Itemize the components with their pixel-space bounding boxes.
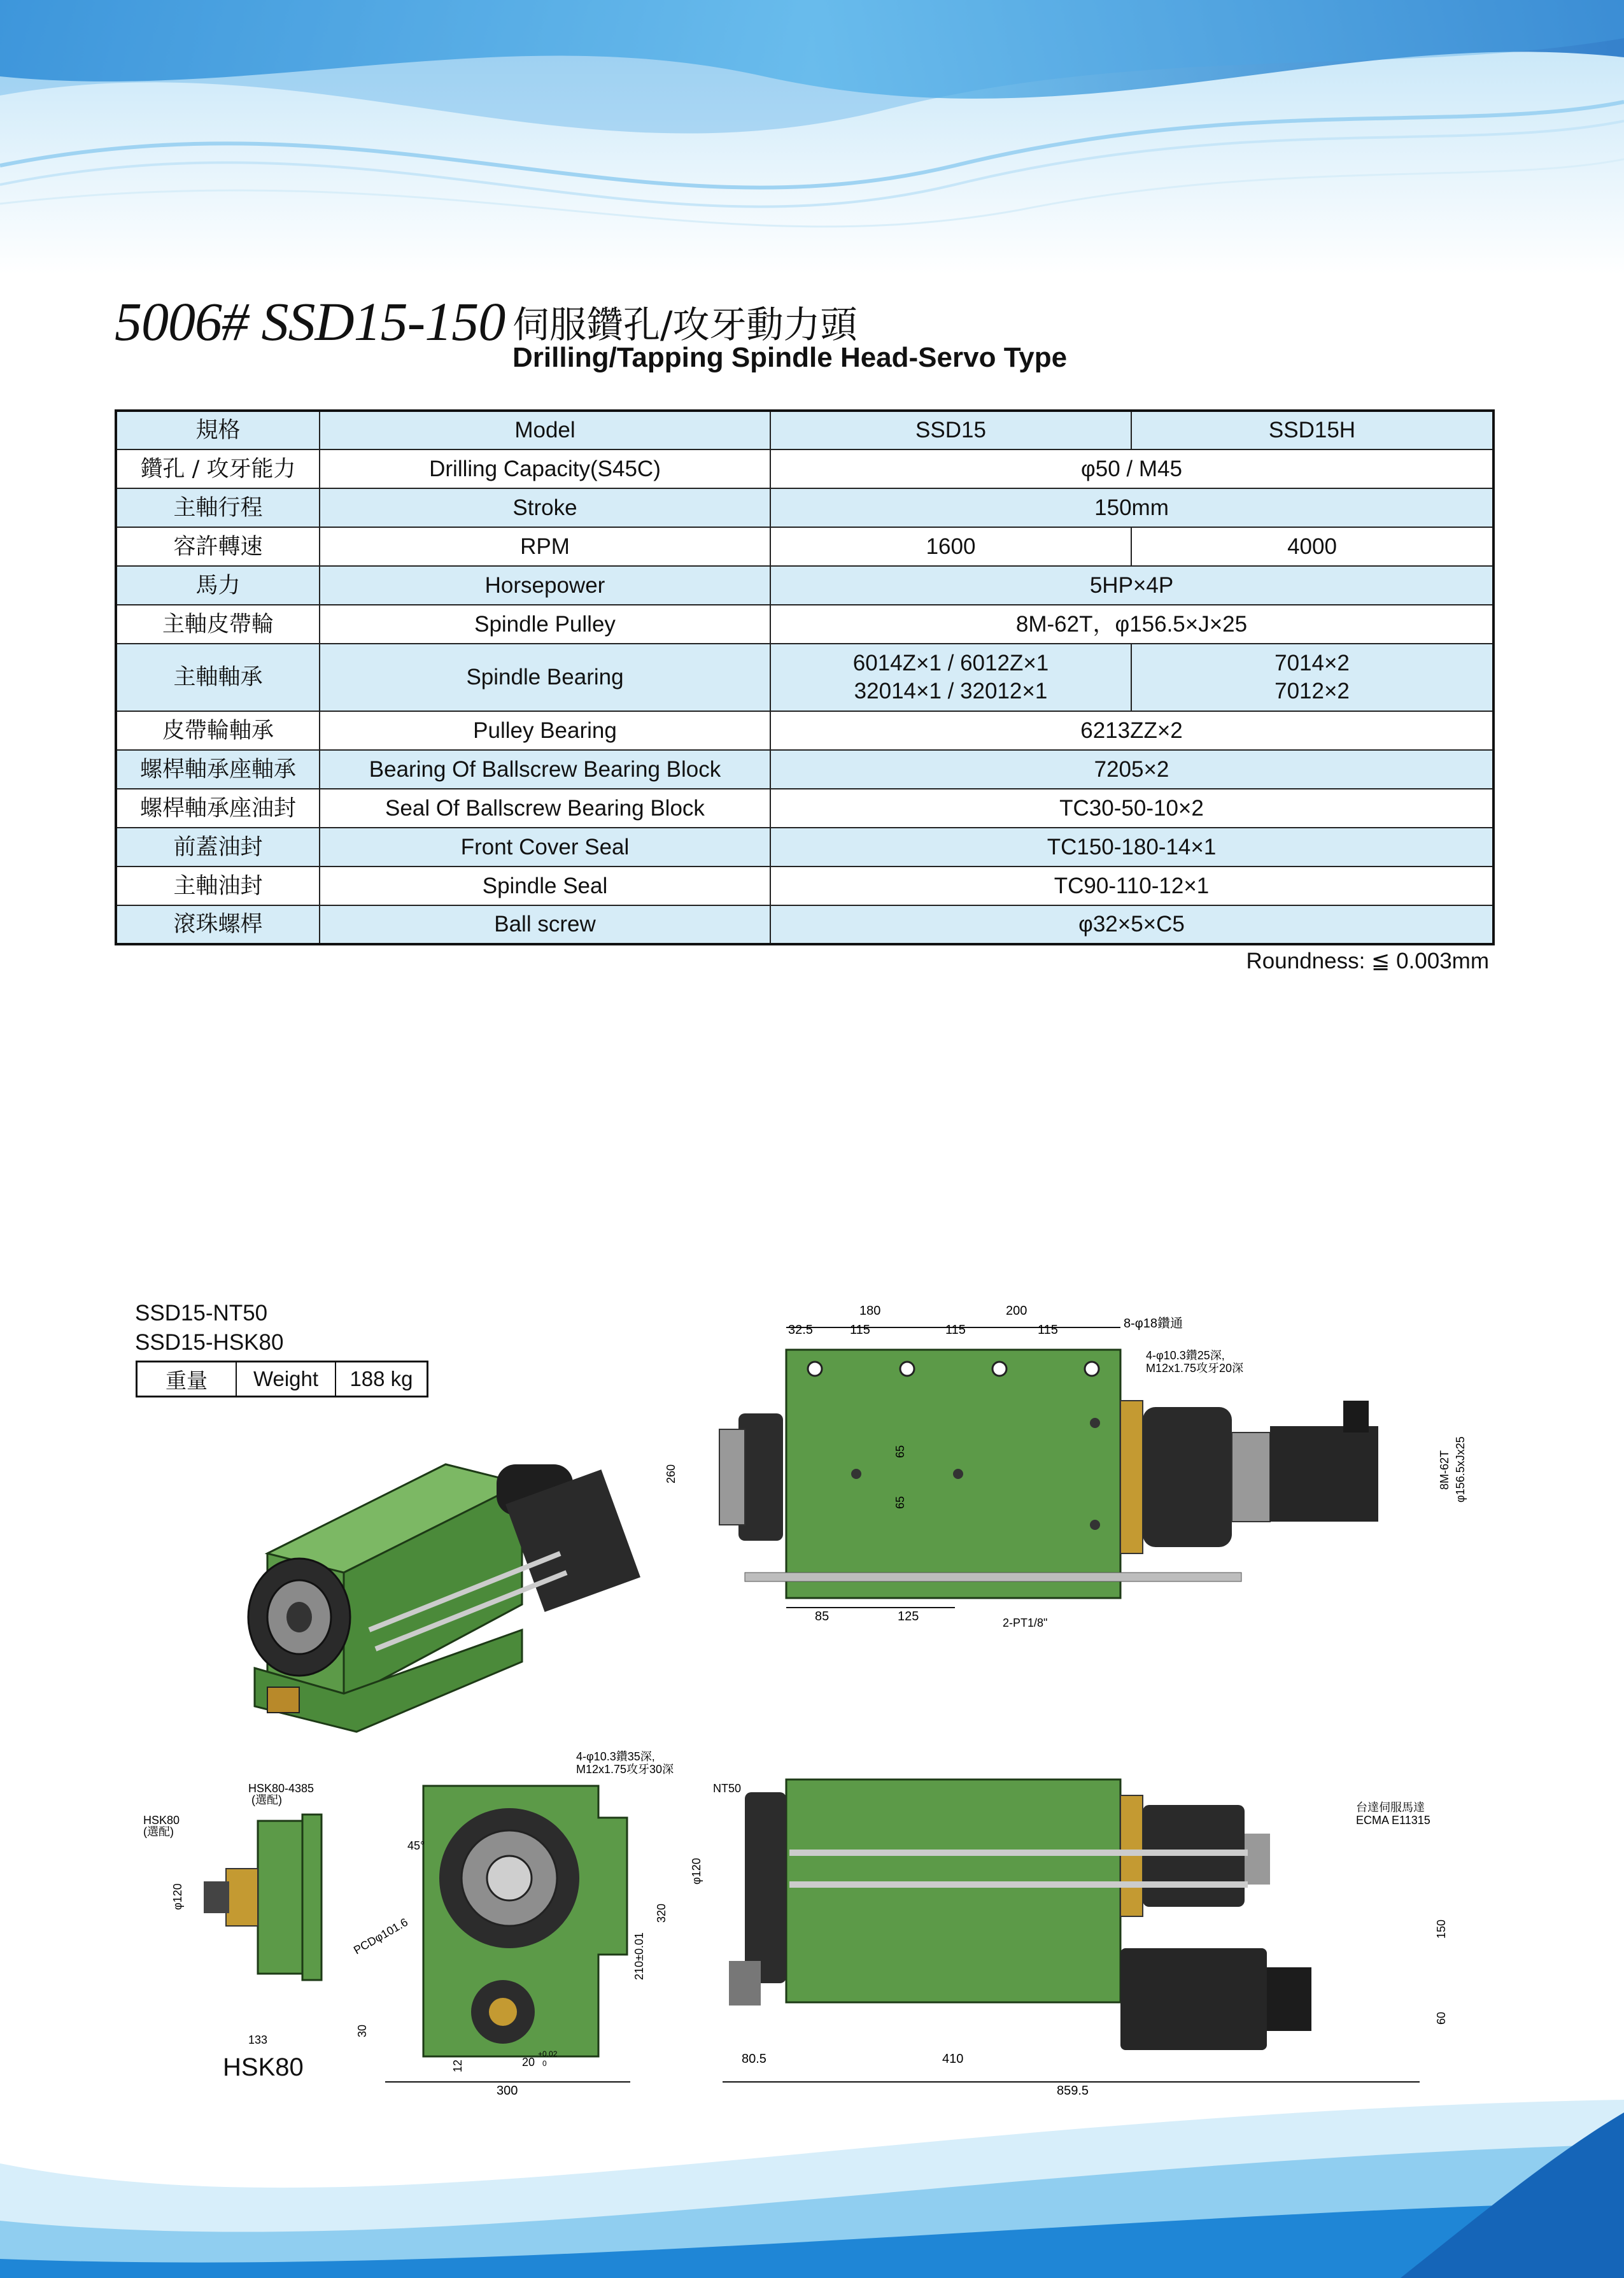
table-header-row xyxy=(116,411,1493,449)
variant-nt50: SSD15-NT50 xyxy=(135,1301,268,1326)
bearing-line-2: 32014×1 / 32012×1 xyxy=(854,679,1048,704)
top-view xyxy=(665,1304,1467,1629)
dim-20: 20 xyxy=(522,2056,535,2069)
variant-hsk80: SSD15-HSK80 xyxy=(135,1330,284,1355)
table-row xyxy=(116,566,1493,605)
header-cell-spec: 規格 xyxy=(116,411,320,449)
row-label-zh: 滾珠螺桿 xyxy=(116,905,320,944)
row-label-zh: 馬力 xyxy=(116,566,320,605)
dim-tol-zero: 0 xyxy=(542,2059,547,2068)
hsk-view xyxy=(143,1782,321,2046)
row-value: φ50 / M45 xyxy=(770,449,1493,488)
row-label-zh: 主軸油封 xyxy=(116,867,320,905)
dim-150: 150 xyxy=(1435,1919,1448,1939)
row-value: TC90-110-12×1 xyxy=(770,867,1493,905)
row-label-en: Pulley Bearing xyxy=(320,711,770,750)
table-row xyxy=(116,644,1493,711)
dim-133: 133 xyxy=(248,2034,268,2046)
row-label-en: Horsepower xyxy=(320,566,770,605)
row-value: TC150-180-14×1 xyxy=(770,828,1493,867)
row-value: 6213ZZ×2 xyxy=(770,711,1493,750)
row-label-en: Drilling Capacity(S45C) xyxy=(320,449,770,488)
row-label-zh: 螺桿軸承座軸承 xyxy=(116,750,320,789)
note-8-holes: 8-φ18鑽通 xyxy=(1124,1317,1183,1331)
table-row xyxy=(116,527,1493,566)
row-value-ssd15: 1600 xyxy=(770,527,1131,566)
weight-label-zh: 重量 xyxy=(137,1362,237,1397)
weight-value: 188 kg xyxy=(335,1362,428,1397)
row-label-en: Spindle Pulley xyxy=(320,605,770,644)
bearing-line-2: 7012×2 xyxy=(1274,679,1350,704)
note-pulley-2: φ156.5xJx25 xyxy=(1454,1436,1467,1503)
table-row xyxy=(116,867,1493,905)
dim-phi120-side: φ120 xyxy=(690,1858,703,1885)
header-cell-model: Model xyxy=(320,411,770,449)
row-value: TC30-50-10×2 xyxy=(770,789,1493,828)
row-label-en: Bearing Of Ballscrew Bearing Block xyxy=(320,750,770,789)
dim-260: 260 xyxy=(665,1464,677,1483)
dim-115-c: 115 xyxy=(1038,1323,1058,1337)
bearing-line-1: 6014Z×1 / 6012Z×1 xyxy=(852,651,1049,676)
dim-60: 60 xyxy=(1435,2011,1448,2025)
dim-32-5: 32.5 xyxy=(788,1323,813,1337)
weight-label-en: Weight xyxy=(236,1362,335,1397)
note-tap-holes-1: 4-φ10.3鑽25深, xyxy=(1146,1349,1225,1362)
note-tap-holes-2: M12x1.75攻牙20深 xyxy=(1146,1362,1244,1375)
dim-85: 85 xyxy=(815,1609,830,1624)
isometric-view xyxy=(248,1464,640,1732)
row-label-en: Spindle Bearing xyxy=(320,644,770,711)
row-value: φ32×5×C5 xyxy=(770,905,1493,944)
row-label-zh: 皮帶輪軸承 xyxy=(116,711,320,750)
row-label-zh: 主軸皮帶輪 xyxy=(116,605,320,644)
note-pulley-1: 8M-62T xyxy=(1438,1450,1451,1490)
note-optional-1: (選配) xyxy=(251,1793,282,1806)
table-row xyxy=(116,789,1493,828)
note-front-holes-2: M12x1.75攻牙30深 xyxy=(576,1763,674,1776)
dim-859-5: 859.5 xyxy=(1057,2084,1089,2098)
table-row xyxy=(116,711,1493,750)
row-label-en: Stroke xyxy=(320,488,770,527)
row-label-zh: 主軸行程 xyxy=(116,488,320,527)
front-view xyxy=(351,1750,674,2098)
roundness-note: Roundness: ≦ 0.003mm xyxy=(1246,949,1489,973)
table-row xyxy=(116,605,1493,644)
page-header xyxy=(115,290,1515,379)
row-value: 8M-62T，φ156.5×J×25 xyxy=(770,605,1493,644)
row-label-en: RPM xyxy=(320,527,770,566)
row-label-zh: 前蓋油封 xyxy=(116,828,320,867)
row-label-zh: 螺桿軸承座油封 xyxy=(116,789,320,828)
row-value: 7205×2 xyxy=(770,750,1493,789)
model-code: 5006# SSD15-150 xyxy=(115,291,505,352)
dim-200: 200 xyxy=(1006,1304,1027,1318)
bearing-line-1: 7014×2 xyxy=(1274,651,1350,676)
note-optional-2: (選配) xyxy=(143,1825,174,1838)
dim-45deg: 45° xyxy=(407,1839,425,1852)
dim-210: 210±0.01 xyxy=(633,1932,646,1980)
row-label-zh: 容許轉速 xyxy=(116,527,320,566)
dim-65-b: 65 xyxy=(894,1496,907,1509)
dim-pcd: PCDφ101.6 xyxy=(351,1915,411,1957)
title-english: Drilling/Tapping Spindle Head-Servo Type xyxy=(512,342,1068,373)
dim-125: 125 xyxy=(898,1609,919,1624)
hsk80-caption: HSK80 xyxy=(223,2053,304,2081)
note-hsk80: HSK80 xyxy=(143,1814,180,1827)
row-value: 150mm xyxy=(770,488,1493,527)
top-wave-background xyxy=(0,0,1624,274)
row-label-zh: 主軸軸承 xyxy=(116,644,320,711)
dim-300: 300 xyxy=(497,2084,518,2098)
row-value-ssd15h xyxy=(1131,644,1493,711)
table-row xyxy=(116,750,1493,789)
dim-115-a: 115 xyxy=(850,1323,870,1337)
note-nt50: NT50 xyxy=(713,1782,742,1795)
dim-180: 180 xyxy=(859,1304,881,1318)
row-label-en: Front Cover Seal xyxy=(320,828,770,867)
table-row xyxy=(116,828,1493,867)
title-chinese: 伺服鑽孔/攻牙動力頭 xyxy=(512,303,858,346)
row-label-en: Ball screw xyxy=(320,905,770,944)
specification-table xyxy=(115,409,1495,945)
dim-410: 410 xyxy=(942,2052,964,2066)
side-view xyxy=(690,1779,1448,2098)
dim-phi120: φ120 xyxy=(171,1883,184,1910)
row-label-zh: 鑽孔 / 攻牙能力 xyxy=(116,449,320,488)
dim-30: 30 xyxy=(356,2024,369,2037)
header-cell-ssd15: SSD15 xyxy=(770,411,1131,449)
dim-65-a: 65 xyxy=(894,1445,907,1458)
note-front-holes-1: 4-φ10.3鑽35深, xyxy=(576,1750,655,1763)
dim-80-5: 80.5 xyxy=(742,2052,766,2066)
table-row xyxy=(116,905,1493,944)
note-hsk80-4385: HSK80-4385 xyxy=(248,1782,314,1795)
dim-320: 320 xyxy=(655,1903,668,1923)
header-cell-ssd15h: SSD15H xyxy=(1131,411,1493,449)
note-pt: 2-PT1/8" xyxy=(1003,1617,1048,1629)
note-motor-1: 台達伺服馬達 xyxy=(1356,1801,1425,1814)
table-row xyxy=(116,449,1493,488)
row-value-ssd15h: 4000 xyxy=(1131,527,1493,566)
row-label-en: Seal Of Ballscrew Bearing Block xyxy=(320,789,770,828)
row-label-en: Spindle Seal xyxy=(320,867,770,905)
row-value: 5HP×4P xyxy=(770,566,1493,605)
dim-12: 12 xyxy=(451,2059,464,2072)
dim-115-b: 115 xyxy=(945,1323,966,1337)
row-value-ssd15 xyxy=(770,644,1131,711)
note-motor-2: ECMA E11315 xyxy=(1356,1814,1430,1827)
table-row xyxy=(116,488,1493,527)
dim-tol-plus: +0.02 xyxy=(538,2049,558,2058)
